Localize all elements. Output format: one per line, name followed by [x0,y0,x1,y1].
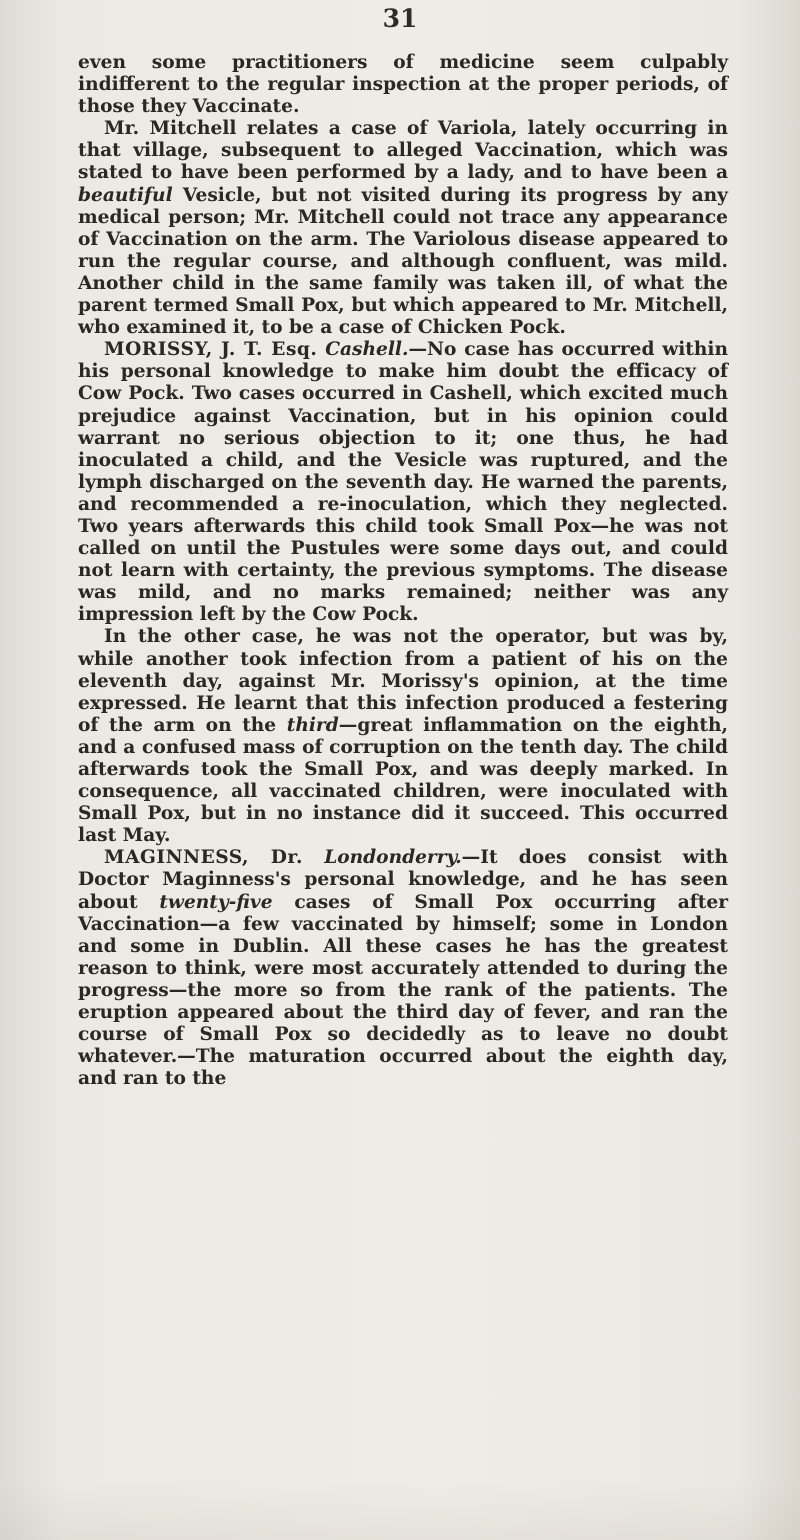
paragraph-other-case: In the other case, he was not the operator, but was by, while another took infection from a patient of his on the eleventh day, against Mr. Morissy's opinion, at the time expressed. He learnt that this infection produced a festering of the arm on the third—great inflammation on the eighth, and a confused mass of corruption on the tenth day. The child afterwards took the Small Pox, and was deeply marked. In consequence, all vaccinated children, were inoculated with Small Pox, but in no instance did it succeed. This occurred last May. [78,626,728,847]
correspondent-name: MORISSY, J. T. Esq. [104,339,318,361]
body-text [78,52,728,1090]
correspondent-place: Cashell. [325,339,409,361]
emphasis-third: third [286,714,339,736]
emphasis-beautiful: beautiful [78,184,173,206]
emphasis-count: twenty-five [159,891,273,913]
paragraph-continuation: even some practitioners of medicine seem culpably indifferent to the regular inspection at the proper periods, of those they Vaccinate. [78,52,728,118]
paragraph-morissy: MORISSY, J. T. Esq. Cashell.—No case has occurred within his personal knowledge to make him doubt the efficacy of Cow Pock. Two cases occurred in Cashell, which excited much prejudice against Vaccination, but in his opinion could warrant no serious objection to it; one thus, he had inoculated a child, and the Vesicle was ruptured, and the lymph discharged on the seventh day. He warned the parents, and recommended a re-inoculation, which they neglected. Two years afterwards this child took Small Pox—he was not called on until the Pustules were some days out, and could not learn with certainty, the previous symptoms. The disease was mild, and no marks remained; neither was any impression left by the Cow Pock. [78,339,728,626]
paragraph-maginness: MAGINNESS, Dr. Londonderry.—It does consist with Doctor Maginness's personal knowledge, and he has seen about twenty-five cases of Small Pox occurring after Vaccination—a few vaccinated by himself; some in London and some in Dublin. All these cases he has the greatest reason to think, were most accurately attended to during the progress—the more so from the rank of the patients. The eruption appeared about the third day of fever, and ran the course of Small Pox so decidedly as to leave no doubt whatever.—The maturation occurred about the eighth day, and ran to the [78,847,728,1090]
paragraph-mitchell: Mr. Mitchell relates a case of Variola, lately occurring in that village, subsequent to alleged Vaccination, which was stated to have been performed by a lady, and to have been a beautiful Vesicle, but not visited during its progress by any medical person; Mr. Mitchell could not trace any appearance of Vaccination on the arm. The Variolous disease appeared to run the regular course, and although confluent, was mild. Another child in the same family was taken ill, of what the parent termed Small Pox, but which appeared to Mr. Mitchell, who examined it, to be a case of Chicken Pock. [78,118,728,339]
page-shadow [0,1480,800,1540]
correspondent-place: Londonderry. [324,847,462,869]
correspondent-name: MAGINNESS, Dr. [104,847,303,869]
page-number: 31 [382,4,418,33]
